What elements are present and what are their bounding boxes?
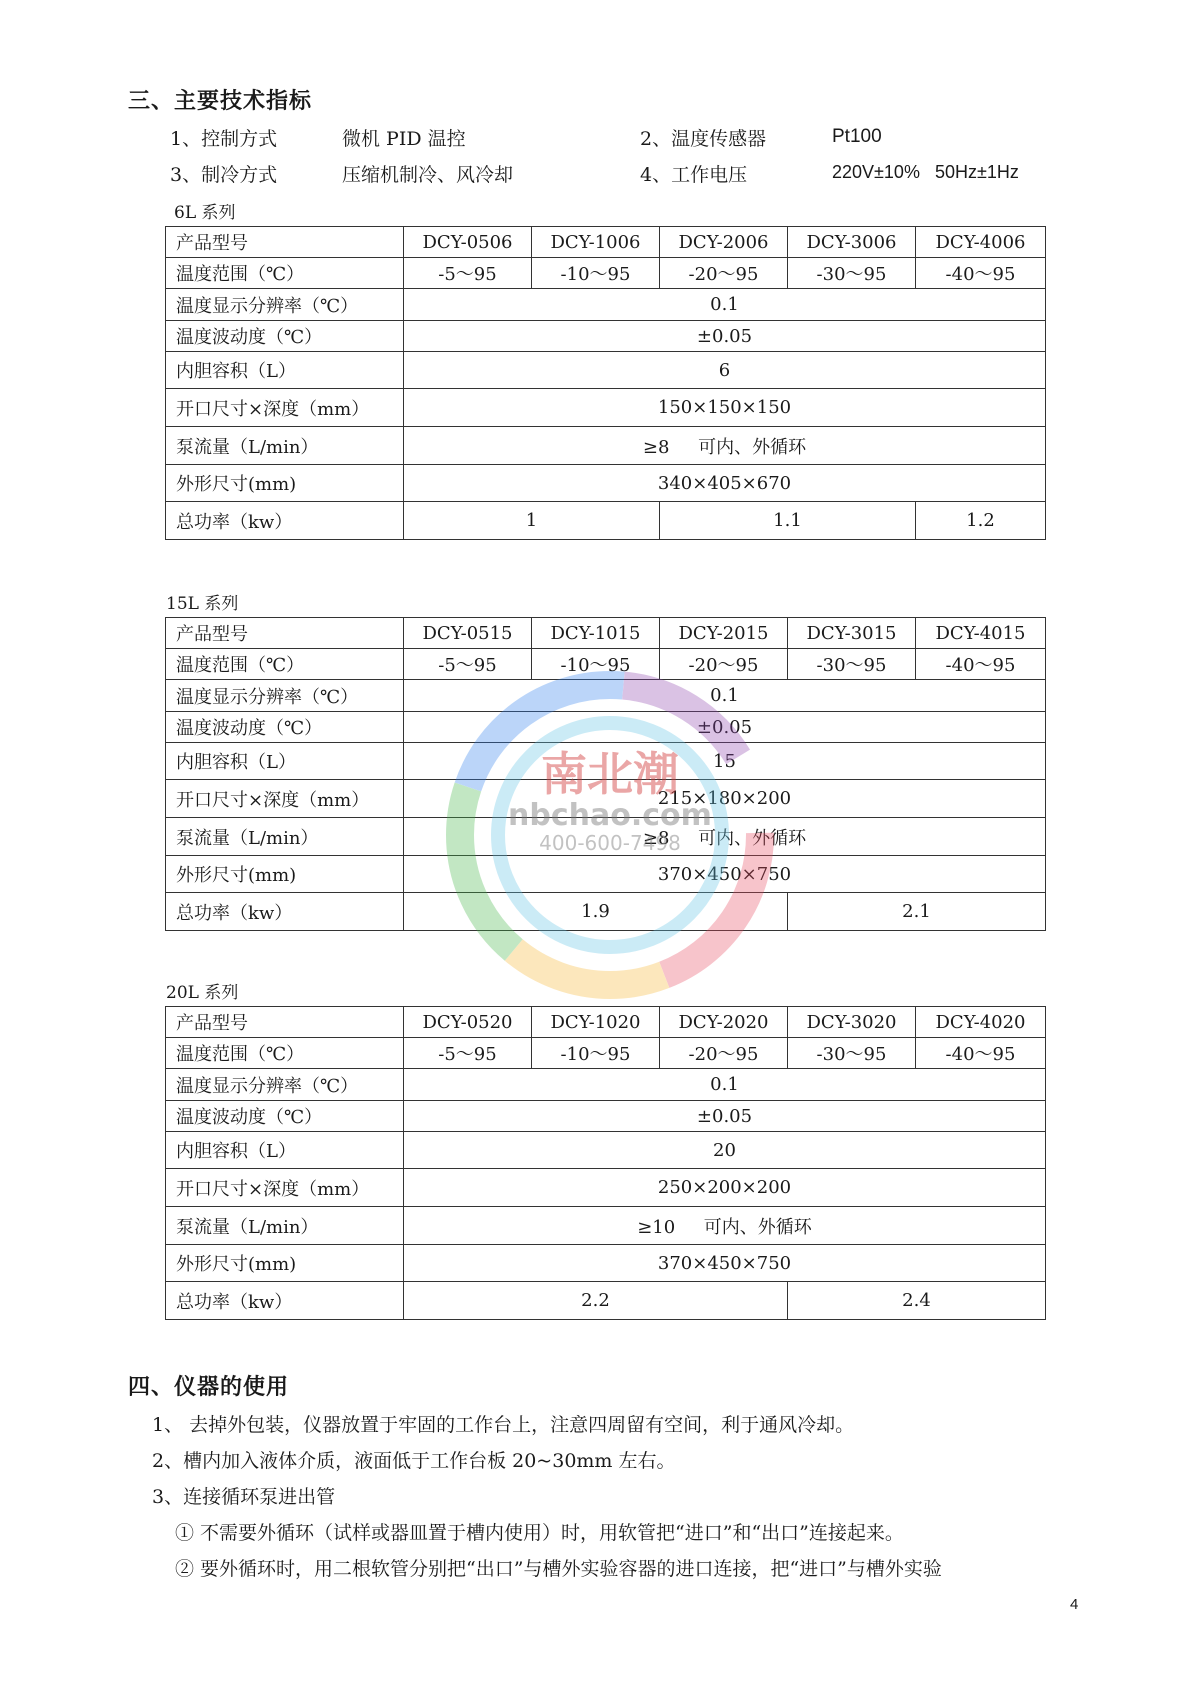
row-volume [166,352,1046,389]
usage-step-2: 2、槽内加入液体介质，液面低于工作台板 20~30mm 左右。 [152,1450,676,1472]
dimensions-value: 370×450×750 [404,856,1046,893]
row-model [166,227,1046,258]
row-dimensions [166,465,1046,502]
usage-step-3-sub-2: ② 要外循环时，用二根软管分别把“出口”与槽外实验容器的进口连接，把“进口”与槽外实验 [175,1558,942,1580]
pump-value: ≥8 可内、外循环 [404,818,1046,856]
section-3-title: 三、主要技术指标 [128,89,313,114]
row-fluctuation [166,712,1046,743]
spec-value-sensor: Pt100 [832,126,882,147]
range-cell: -20～95 [660,649,788,680]
label-power: 总功率（kw） [166,502,404,540]
watermark-site: nbchao.com [508,798,712,833]
resolution-value: 0.1 [404,289,1046,321]
spec-value-control: 微机 PID 温控 [342,128,466,150]
row-range [166,649,1046,680]
label-fluctuation: 温度波动度（℃） [166,1101,404,1132]
model-cell: DCY-0520 [404,1007,532,1038]
range-cell: -5～95 [404,258,532,289]
opening-value: 250×200×200 [404,1169,1046,1207]
label-range: 温度范围（℃） [166,258,404,289]
spec-value-voltage: 220V±10% 50Hz±1Hz [832,162,1019,182]
model-cell: DCY-3015 [788,618,916,649]
row-dimensions [166,856,1046,893]
power-value: 2.2 [404,1282,788,1320]
usage-step-1: 1、 去掉外包装，仪器放置于牢固的工作台上，注意四周留有空间，利于通风冷却。 [152,1414,855,1436]
power-value: 1.1 [660,502,916,540]
row-opening [166,1169,1046,1207]
range-cell: -30～95 [788,258,916,289]
row-resolution [166,680,1046,712]
range-cell: -40～95 [916,649,1046,680]
model-cell: DCY-2015 [660,618,788,649]
power-value: 2.1 [788,893,1046,931]
spec-table-15l [165,617,1046,931]
row-resolution [166,289,1046,321]
label-resolution: 温度显示分辨率（℃） [166,680,404,712]
label-power: 总功率（kw） [166,1282,404,1320]
row-power [166,893,1046,931]
range-cell: -20～95 [660,1038,788,1069]
spec-label-cooling: 3、制冷方式 [170,164,278,186]
resolution-value: 0.1 [404,680,1046,712]
resolution-value: 0.1 [404,1069,1046,1101]
model-cell: DCY-3020 [788,1007,916,1038]
spec-table-6l [165,226,1046,540]
series-6l-label: 6L 系列 [174,203,236,223]
model-cell: DCY-0506 [404,227,532,258]
watermark-phone: 400-600-7498 [539,831,681,855]
label-pump: 泵流量（L/min） [166,1207,404,1245]
row-pump [166,427,1046,465]
fluctuation-value: ±0.05 [404,1101,1046,1132]
row-volume [166,1132,1046,1169]
spec-table-20l [165,1006,1046,1320]
row-range [166,1038,1046,1069]
spec-label-control: 1、控制方式 [170,128,278,150]
power-value: 1.9 [404,893,788,931]
dimensions-value: 340×405×670 [404,465,1046,502]
model-cell: DCY-1006 [532,227,660,258]
series-15l-label: 15L 系列 [166,594,239,614]
row-resolution [166,1069,1046,1101]
label-dimensions: 外形尺寸(mm) [166,856,404,893]
model-cell: DCY-2006 [660,227,788,258]
dimensions-value: 370×450×750 [404,1245,1046,1282]
range-cell: -30～95 [788,649,916,680]
opening-value: 150×150×150 [404,389,1046,427]
pump-value: ≥10 可内、外循环 [404,1207,1046,1245]
row-model [166,1007,1046,1038]
opening-value: 215×180×200 [404,780,1046,818]
label-dimensions: 外形尺寸(mm) [166,465,404,502]
pump-value: ≥8 可内、外循环 [404,427,1046,465]
row-volume [166,743,1046,780]
range-cell: -10～95 [532,258,660,289]
label-range: 温度范围（℃） [166,649,404,680]
label-fluctuation: 温度波动度（℃） [166,712,404,743]
label-pump: 泵流量（L/min） [166,818,404,856]
row-opening [166,780,1046,818]
spec-value-cooling: 压缩机制冷、风冷却 [342,164,514,186]
model-cell: DCY-1020 [532,1007,660,1038]
row-dimensions [166,1245,1046,1282]
range-cell: -40～95 [916,1038,1046,1069]
page-number: 4 [1070,1596,1079,1613]
label-model: 产品型号 [166,227,404,258]
label-dimensions: 外形尺寸(mm) [166,1245,404,1282]
fluctuation-value: ±0.05 [404,321,1046,352]
label-model: 产品型号 [166,1007,404,1038]
range-cell: -20～95 [660,258,788,289]
range-cell: -10～95 [532,649,660,680]
row-range [166,258,1046,289]
row-pump [166,818,1046,856]
power-value: 1.2 [916,502,1046,540]
watermark-name: 南北潮 [541,747,679,801]
range-cell: -10～95 [532,1038,660,1069]
label-volume: 内胆容积（L） [166,1132,404,1169]
spec-label-voltage: 4、工作电压 [640,164,748,186]
label-volume: 内胆容积（L） [166,743,404,780]
label-resolution: 温度显示分辨率（℃） [166,289,404,321]
range-cell: -5～95 [404,649,532,680]
label-model: 产品型号 [166,618,404,649]
spec-label-sensor: 2、温度传感器 [640,128,767,150]
row-fluctuation [166,1101,1046,1132]
label-opening: 开口尺寸×深度（mm） [166,780,404,818]
model-cell: DCY-1015 [532,618,660,649]
label-resolution: 温度显示分辨率（℃） [166,1069,404,1101]
row-opening [166,389,1046,427]
range-cell: -30～95 [788,1038,916,1069]
label-fluctuation: 温度波动度（℃） [166,321,404,352]
fluctuation-value: ±0.05 [404,712,1046,743]
label-opening: 开口尺寸×深度（mm） [166,389,404,427]
row-power [166,1282,1046,1320]
label-volume: 内胆容积（L） [166,352,404,389]
row-power [166,502,1046,540]
model-cell: DCY-4015 [916,618,1046,649]
model-cell: DCY-4006 [916,227,1046,258]
power-value: 1 [404,502,660,540]
range-cell: -40～95 [916,258,1046,289]
model-cell: DCY-4020 [916,1007,1046,1038]
row-model [166,618,1046,649]
model-cell: DCY-2020 [660,1007,788,1038]
range-cell: -5～95 [404,1038,532,1069]
volume-value: 20 [404,1132,1046,1169]
label-pump: 泵流量（L/min） [166,427,404,465]
power-value: 2.4 [788,1282,1046,1320]
usage-step-3: 3、连接循环泵进出管 [152,1486,336,1508]
label-range: 温度范围（℃） [166,1038,404,1069]
row-pump [166,1207,1046,1245]
section-4-title: 四、仪器的使用 [128,1375,290,1400]
volume-value: 6 [404,352,1046,389]
row-fluctuation [166,321,1046,352]
volume-value: 15 [404,743,1046,780]
label-opening: 开口尺寸×深度（mm） [166,1169,404,1207]
model-cell: DCY-3006 [788,227,916,258]
label-power: 总功率（kw） [166,893,404,931]
usage-step-3-sub-1: ① 不需要外循环（试样或器皿置于槽内使用）时，用软管把“进口”和“出口”连接起来。 [175,1522,904,1544]
series-20l-label: 20L 系列 [166,983,239,1003]
model-cell: DCY-0515 [404,618,532,649]
